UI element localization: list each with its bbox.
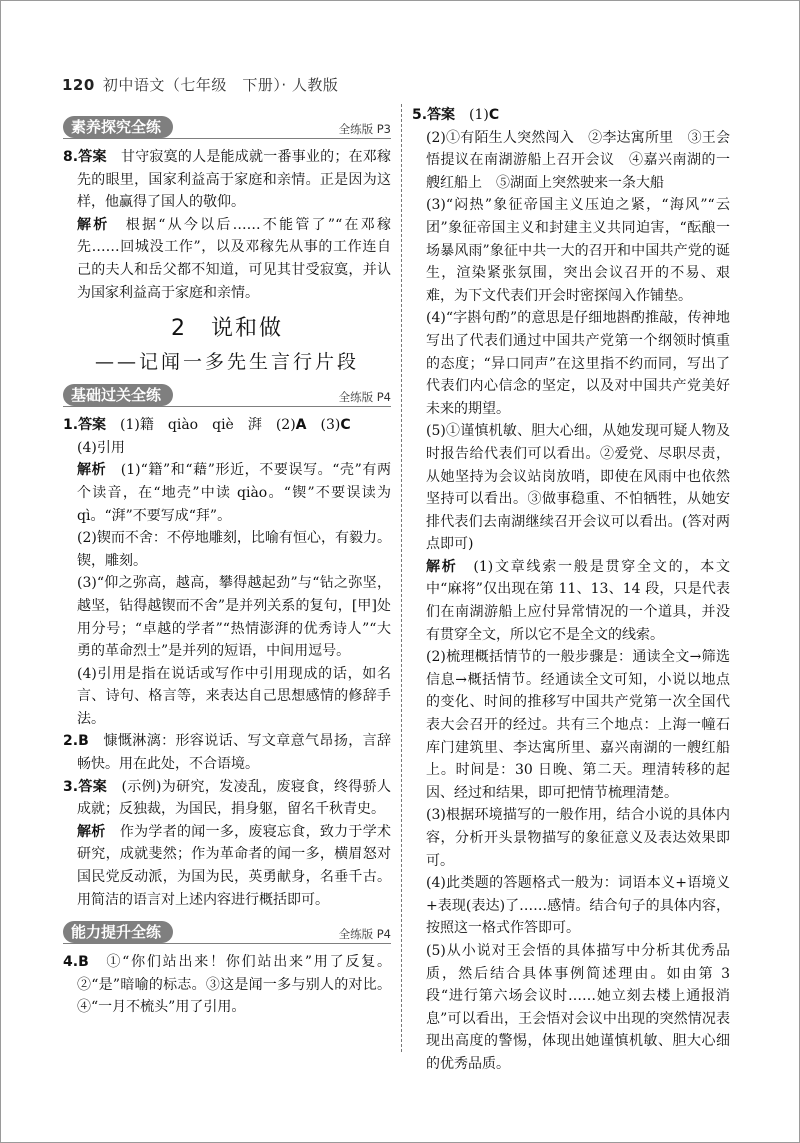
question-1-analysis-2: (2)锲而不舍：不停地雕刻，比喻有恒心，有毅力。锲，雕刻。	[77, 530, 391, 569]
question-1-answer-4: (4)引用	[77, 439, 125, 456]
answer-text: (3)	[306, 417, 341, 434]
section-title: 素养探究全练	[63, 116, 173, 138]
lesson-subtitle: ——记闻一多先生言行片段	[94, 351, 359, 374]
lesson-title: 2 说和做	[171, 316, 283, 342]
answer-text: (1)	[455, 107, 489, 123]
question-5-answer-3: (3)“闷热”象征帝国主义压迫之紧，“海风”“云团”象征帝国主义和封建主义共同迫害，“酝酿一场暴风雨”象征中共一大的召开和中国共产党的诞生，渲染紧张氛围，突出会议召开的不易、艰难，为下文代表们开会时密探闯入作铺垫。	[426, 197, 730, 304]
question-4	[63, 951, 391, 1019]
book-title: 初中语文（七年级 下册）· 人教版	[102, 76, 339, 94]
answer-label: 答案	[78, 417, 107, 434]
question-number: 3.	[63, 778, 79, 795]
question-1-answer	[63, 414, 391, 437]
question-5-analysis-2: (2)梳理概括情节的一般步骤是：通读全文→筛选信息→概括情节。经通读全文可知，小说以地点的变化、时间的推移写中国共产党第一次全国代表大会召开的经过。共有三个地点：上海一幢石库门建筑里、李达寓所里、嘉兴南湖的一艘红船上。时间是：30 日晚、第二天。理清转移的起因、经过和结果，即可把情节梳理清楚。	[426, 649, 730, 801]
answer-label: 答案	[78, 778, 108, 795]
answer-text: 慷慨淋漓：形容说话、写文章意气昂扬，言辞畅快。用在此处，不合语境。	[77, 733, 391, 773]
question-3-answer	[63, 776, 391, 821]
question-5-analysis	[412, 556, 730, 646]
question-1-analysis	[63, 459, 391, 527]
question-8-analysis	[63, 214, 391, 304]
question-5-answer	[412, 104, 730, 127]
answer-choice: C	[340, 417, 351, 434]
answer-text: (示例)为研究，发凌乱，废寝食，终得骄人成就；反独裁，为国民，捐身躯，留名千秋青史。	[77, 778, 391, 818]
question-2	[63, 730, 391, 775]
analysis-text: 作为学者的闻一多，废寝忘食，致力于学术研究，成就斐然；作为革命者的闻一多，横眉怒对国民党反动派，为国为民，英勇献身，名垂千古。用简洁的语言对上述内容进行概括即可。	[77, 823, 392, 908]
answer-choice: C	[488, 107, 500, 123]
question-5-answer-4: (4)“字斟句酌”的意思是仔细地斟酌推敲，传神地写出了代表们通过中国共产党第一个纲领时慎重的态度；“异口同声”在这里指不约而同，写出了代表们内心信念的坚定，以及对中国共产党美好未来的期望。	[426, 310, 730, 417]
question-1-analysis-4: (4)引用是指在说话或写作中引用现成的话，如名言、诗句、格言等，来表达自己思想感情的修辞手法。	[77, 665, 391, 727]
left-column	[63, 114, 391, 1019]
right-column	[412, 104, 730, 1076]
question-5-analysis-5: (5)从小说对王会悟的具体描写中分析其优秀品质，然后结合具体事例简述理由。如由第 3 段“进行第六场会议时……她立刻去楼上通报消息”可以看出，王会悟对会议中出现的突然情况表现出高度的警惕，体现出她谨慎机敏、胆大心细的优秀品质。	[426, 942, 730, 1072]
analysis-text: 根据“从今以后……不能管了”“在邓稼先……回城没工作”，以及邓稼先从事的工作连自己的夫人和岳父都不知道，可见其甘受寂寞，并认为国家利益高于家庭和亲情。	[77, 216, 392, 301]
section-version: 全练版 P4	[338, 927, 391, 942]
question-number: 5.	[412, 107, 428, 123]
question-number: 2.	[63, 733, 79, 750]
section-header-literacy	[63, 116, 391, 140]
question-5-analysis-4: (4)此类题的答题格式一般为：词语本义+语境义+表现(表达)了……感情。结合句子的具体内容，按照这一格式作答即可。	[426, 875, 730, 937]
page-header	[62, 74, 338, 95]
question-1-analysis-3: (3)“仰之弥高，越高，攀得越起劲”与“钻之弥坚，越坚，钻得越锲而不舍”是并列关系的复句，[甲]处用分号；“卓越的学者”“热情澎湃的优秀诗人”“大勇的革命烈士”是并列的短语，中间用逗号。	[77, 575, 391, 660]
column-divider	[401, 104, 402, 1052]
question-5-analysis-3: (3)根据环境描写的一般作用，结合小说的具体内容，分析开头景物描写的象征意义及表达效果即可。	[426, 807, 730, 869]
answer-text: 甘守寂寞的人是能成就一番事业的；在邓稼先的眼里，国家利益高于家庭和亲情。正是因为这样，他赢得了国人的敬仰。	[77, 149, 392, 211]
question-number: 4.	[63, 954, 79, 971]
section-header-basic	[63, 384, 391, 408]
analysis-label: 解析	[77, 462, 107, 479]
question-3-analysis	[63, 821, 391, 911]
section-version: 全练版 P4	[338, 390, 391, 405]
answer-label: 答案	[78, 149, 107, 165]
section-header-ability	[63, 921, 391, 945]
analysis-label: 解析	[77, 216, 110, 233]
question-number: 8.	[63, 149, 79, 165]
answer-choice: B	[78, 733, 89, 750]
question-5-answer-2: (2)①有陌生人突然闯入 ②李达寓所里 ③王会悟提议在南湖游船上召开会议 ④嘉兴南湖的一艘红船上 ⑤湖面上突然驶来一条大船	[426, 129, 730, 191]
section-title: 基础过关全练	[63, 384, 173, 406]
analysis-label: 解析	[77, 823, 106, 840]
page-number: 120	[62, 76, 95, 94]
answer-choice: B	[78, 954, 89, 971]
question-8-answer	[63, 146, 391, 214]
section-title: 能力提升全练	[63, 921, 173, 943]
question-number: 1.	[63, 417, 79, 434]
question-5-answer-5: (5)①谨慎机敏、胆大心细，从她发现可疑人物及时报告给代表们可以看出。②爱党、尽职尽责，从她坚持为会议站岗放哨，即使在风雨中也依然坚持可以看出。③做事稳重、不怕牺牲，从她安排代表们去南湖继续召开会议可以看出。(答对两点即可)	[426, 423, 730, 553]
analysis-label: 解析	[426, 558, 458, 575]
answer-label: 答案	[427, 107, 456, 123]
analysis-text: (1)文章线索一般是贯穿全文的，本文中“麻将”仅出现在第 11、13、14 段，只是代表们在南湖游船上应付异常情况的一个道具，并没有贯穿全文，所以它不是全文的线索。	[426, 558, 730, 643]
analysis-text: (1)“籍”和“藉”形近，不要误写。“壳”有两个读音，在“地壳”中读 qiào。“锲”不要误读为 qì。“湃”不要写成“拜”。	[77, 462, 391, 524]
answer-text: (1)籍 qiào qiè 湃 (2)	[106, 417, 296, 434]
section-version: 全练版 P3	[338, 122, 391, 136]
answer-text: ①“你们站出来！你们站出来”用了反复。②“是”暗喻的标志。③这是闻一多与别人的对比。④“一月不梳头”用了引用。	[77, 954, 391, 1016]
answer-choice: A	[295, 417, 307, 434]
